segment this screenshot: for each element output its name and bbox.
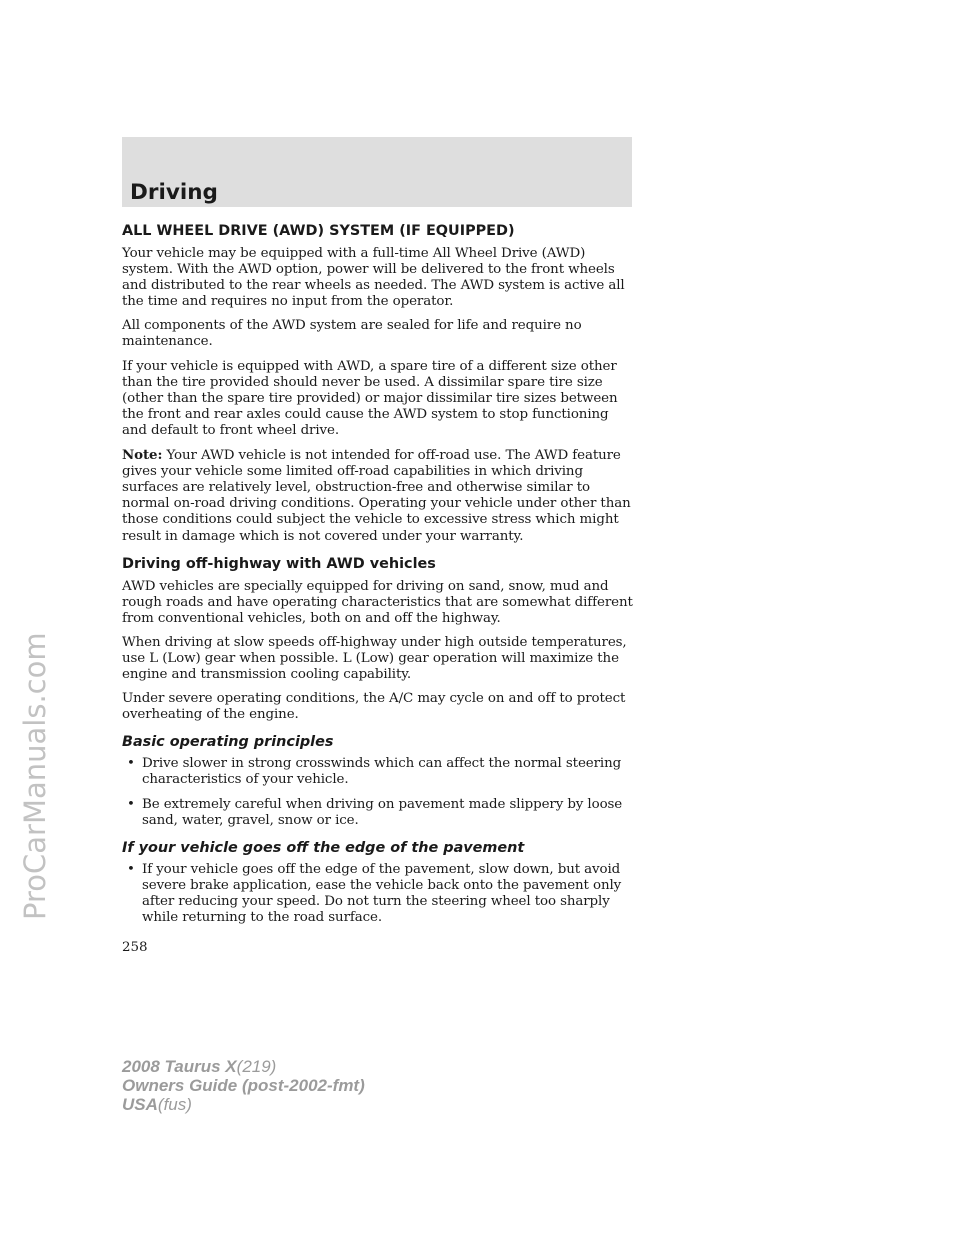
page-number: 258 — [122, 940, 148, 955]
paragraph-ac-cycle: Under severe operating conditions, the A/C may cycle on and off to protect overheating of the engine. — [122, 691, 626, 723]
bullet-icon: • — [127, 861, 135, 877]
paragraph-awd-maintenance: All components of the AWD system are sealed for life and require no maintenance. — [122, 318, 582, 350]
paragraph-awd-equipped: AWD vehicles are specially equipped for driving on sand, snow, mud and rough roads and have operating characteristics that are somewhat different from conventional vehicles, both on and off the highway. — [122, 578, 633, 626]
section-header-bar — [122, 137, 632, 207]
bullet-icon: • — [127, 756, 135, 772]
list-item-text: Drive slower in strong crosswinds which can affect the normal steering characteristics of your vehicle. — [142, 756, 622, 788]
note-label: Note: — [122, 447, 163, 464]
footer-market: USA — [122, 1095, 158, 1114]
footer-market-code: (fus) — [157, 1095, 192, 1114]
note-text: Your AWD vehicle is not intended for off-road use. The AWD feature gives your vehicle some limited off-road capabilities in which driving surfaces are relatively level, obstruction-free and otherwise similar to normal on-road driving conditions. Operating your vehicle under other than those conditions could subject the vehicle to excessive stress which might result in damage which is not covered under your warranty. — [122, 448, 631, 544]
watermark-text: ProCarManuals.com — [18, 632, 52, 920]
footer-line-3 — [122, 1095, 365, 1114]
footer-model: 2008 Taurus X — [122, 1057, 237, 1076]
page-content — [122, 222, 634, 934]
document-footer — [122, 1057, 365, 1114]
paragraph-spare-tire: If your vehicle is equipped with AWD, a spare tire of a different size other than the tire provided should never be used. A dissimilar spare tire size (other than the spare tire provided) or major dissimilar tire sizes between the front and rear axles could cause the AWD system to stop functioning and default to front wheel drive. — [122, 358, 618, 438]
main-heading: ALL WHEEL DRIVE (AWD) SYSTEM (IF EQUIPPED) — [122, 223, 515, 239]
list-item — [122, 797, 634, 829]
footer-line-2: Owners Guide (post-2002-fmt) — [122, 1076, 365, 1095]
bullet-icon: • — [127, 796, 135, 812]
list-item — [122, 862, 634, 926]
list-item-text: Be extremely careful when driving on pavement made slippery by loose sand, water, gravel, snow or ice. — [142, 796, 623, 828]
footer-model-code: (219) — [236, 1057, 277, 1076]
subheading-basic-principles: Basic operating principles — [122, 734, 334, 751]
section-title: Driving — [130, 180, 218, 205]
paragraph-low-gear: When driving at slow speeds off-highway under high outside temperatures, use L (Low) gear when possible. L (Low) gear operation will maximize the engine and transmission cooling capability. — [122, 634, 627, 683]
paragraph-awd-intro: Your vehicle may be equipped with a full-time All Wheel Drive (AWD) system. With the AWD option, power will be delivered to the front wheels and distributed to the rear wheels as needed. The AWD system is active all the time and requires no input from the operator. — [122, 246, 625, 310]
footer-line-1 — [122, 1057, 365, 1076]
subheading-off-pavement: If your vehicle goes off the edge of the pavement — [122, 839, 525, 856]
list-item-text: If your vehicle goes off the edge of the pavement, slow down, but avoid severe brake application, ease the vehicle back onto the pavement only after reducing your speed. Do not turn the steering wheel too sharply while returning to the road surface. — [142, 861, 622, 925]
subheading-off-highway: Driving off-highway with AWD vehicles — [122, 555, 436, 572]
paragraph-note — [122, 447, 634, 545]
list-item — [122, 756, 634, 788]
basic-principles-list — [122, 756, 634, 828]
off-pavement-list — [122, 862, 634, 926]
